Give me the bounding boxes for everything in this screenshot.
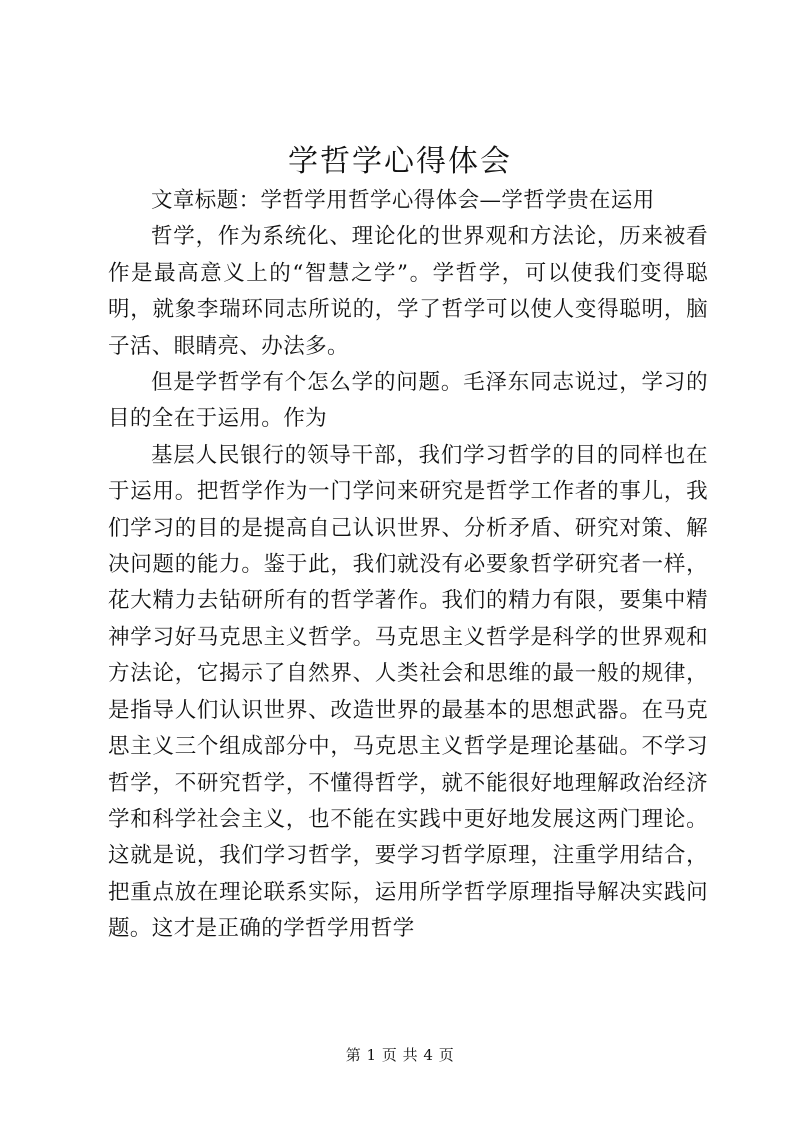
paragraph-intro: 哲学，作为系统化、理论化的世界观和方法论，历来被看作是最高意义上的“智慧之学”。学哲学，可以使我们变得聪明，就象李瑞环同志所说的，学了哲学可以使人变得聪明，脑子活、眼睛亮、办法多。 [108, 224, 708, 359]
paragraph-question: 但是学哲学有个怎么学的问题。毛泽东同志说过，学习的目的全在于运用。作为 [108, 370, 708, 432]
document-title: 学哲学心得体会 [288, 144, 512, 179]
document-body [108, 183, 708, 948]
paragraph-main: 基层人民银行的领导干部，我们学习哲学的目的同样也在于运用。把哲学作为一门学问来研究是哲学工作者的事儿，我们学习的目的是提高自己认识世界、分析矛盾、研究对策、解决问题的能力。鉴于此，我们就没有必要象哲学研究者一样，花大精力去钻研所有的哲学著作。我们的精力有限，要集中精神学习好马克思主义哲学。马克思主义哲学是科学的世界观和方法论，它揭示了自然界、人类社会和思维的最一般的规律，是指导人们认识世界、改造世界的最基本的思想武器。在马克思主义三个组成部分中，马克思主义哲学是理论基础。不学习哲学，不研究哲学，不懂得哲学，就不能很好地理解政治经济学和科学社会主义，也不能在实践中更好地发展这两门理论。这就是说，我们学习哲学，要学习哲学原理，注重学用结合，把重点放在理论联系实际，运用所学哲学原理指导解决实践问题。这才是正确的学哲学用哲学 [108, 442, 708, 942]
paragraph-article-heading: 文章标题：学哲学用哲学心得体会—学哲学贵在运用 [151, 188, 655, 213]
page-footer: 第 1 页 共 4 页 [345, 1046, 455, 1064]
